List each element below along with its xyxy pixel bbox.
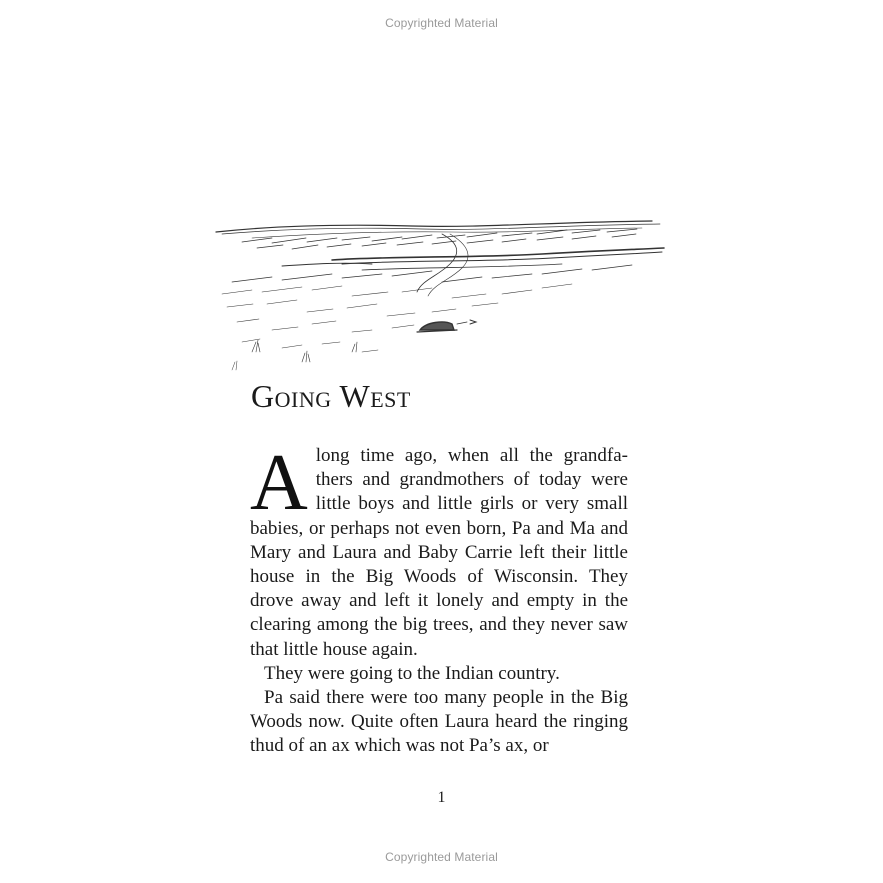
paragraph-1-text: long time ago, when all the grandfa-thers and grandmothers of today were little boys and little girls or very small babies, or perhaps not even born, Pa and Ma and Mary and Laura and Baby Carrie left their little house in the Big Woods of Wisconsin. They drove away and left it lonely and empty in the clearing among the big trees, and they never saw that little house again. (250, 445, 628, 660)
drop-cap: A (250, 439, 308, 527)
paragraph-2: They were going to the Indian country. (264, 662, 560, 684)
prairie-landscape-sketch-icon (212, 212, 668, 380)
paragraph-3: Pa said there were too many people in the Big Woods now. Quite often Laura heard the ringing thud of an ax which was not Pa’s ax, or (250, 687, 628, 757)
copyright-watermark-top: Copyrighted Material (385, 16, 498, 30)
copyright-watermark-bottom: Copyrighted Material (385, 850, 498, 864)
chapter-body (250, 439, 628, 759)
chapter-title: Going West (251, 378, 411, 414)
opening-paragraph (250, 439, 628, 662)
page-number: 1 (437, 789, 446, 806)
